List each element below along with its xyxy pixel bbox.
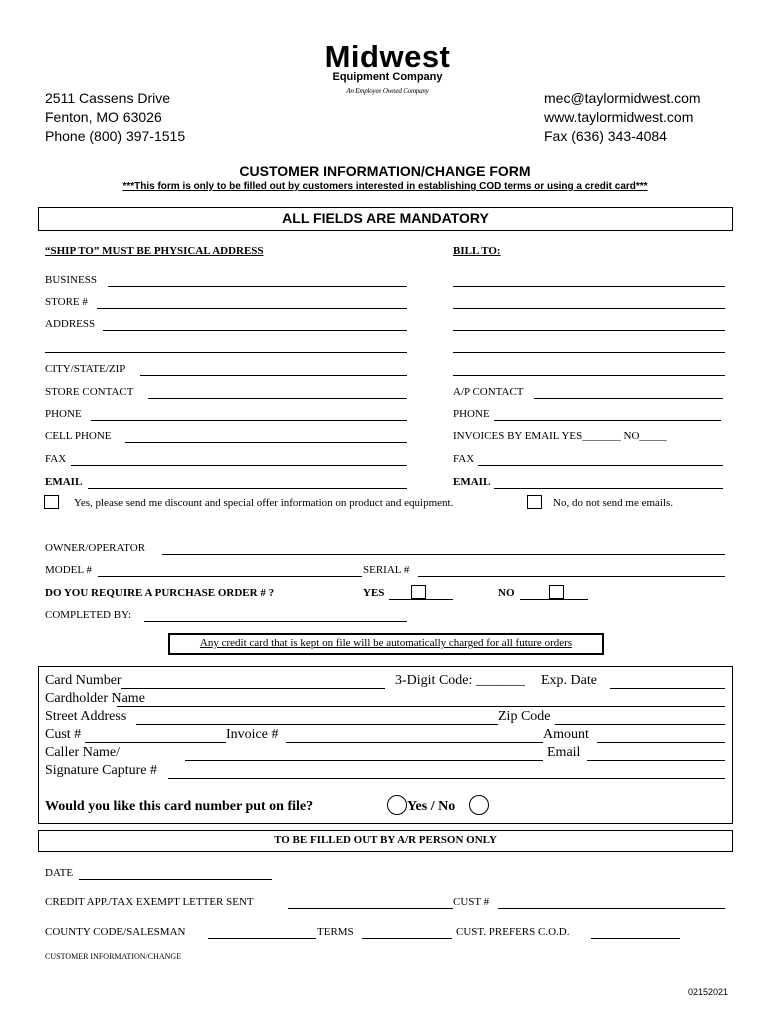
footer-form-name: CUSTOMER INFORMATION/CHANGE (45, 952, 182, 961)
ap-contact-label: A/P CONTACT (453, 386, 524, 398)
optin-yes-label: Yes, please send me discount and special offer information on product and equipment. (74, 497, 454, 509)
address-street: 2511 Cassens Drive (45, 90, 171, 106)
mandatory-text: ALL FIELDS ARE MANDATORY (282, 210, 489, 226)
logo-tagline: An Employee Owned Company (346, 87, 429, 95)
digit-code-field[interactable]: 3-Digit Code: _______ (395, 673, 525, 688)
address-field[interactable] (103, 330, 407, 331)
mandatory-banner (38, 207, 733, 231)
company-logo (310, 40, 465, 102)
credit-card-notice-text: Any credit card that is kept on file will be automatically charged for all future orders (199, 637, 573, 649)
phone-field[interactable] (91, 420, 407, 421)
email-field[interactable] (88, 488, 407, 489)
bill-to-address-field[interactable] (453, 330, 725, 331)
county-salesman-label: COUNTY CODE/SALESMAN (45, 926, 186, 938)
po-question: DO YOU REQUIRE A PURCHASE ORDER # ? (45, 587, 275, 599)
signature-capture-label: Signature Capture # (45, 763, 157, 778)
model-label: MODEL # (45, 564, 92, 576)
email-label: EMAIL (45, 476, 83, 488)
logo-subtitle: Equipment Company (332, 71, 443, 83)
bill-phone-label: PHONE (453, 408, 490, 420)
fax-field[interactable] (71, 465, 407, 466)
cardholder-name-label: Cardholder Name (45, 691, 145, 706)
footer-form-code: 02152021 (688, 987, 729, 997)
invoice-number-label: Invoice # (226, 727, 279, 742)
exp-date-field[interactable] (610, 688, 725, 689)
ship-to-heading: “SHIP TO” MUST BE PHYSICAL ADDRESS (45, 245, 264, 257)
owner-operator-label: OWNER/OPERATOR (45, 542, 146, 554)
cust-number-field[interactable] (85, 742, 226, 743)
bill-to-store-field[interactable] (453, 308, 725, 309)
signature-capture-field[interactable] (168, 778, 725, 779)
caller-name-label: Caller Name/ (45, 745, 121, 760)
store-number-field[interactable] (97, 308, 407, 309)
store-contact-label: STORE CONTACT (45, 386, 134, 398)
bill-fax-label: FAX (453, 453, 475, 465)
company-contact (544, 89, 701, 146)
street-address-field[interactable] (136, 724, 498, 725)
city-state-zip-field[interactable] (140, 375, 407, 376)
cell-phone-field[interactable] (125, 442, 407, 443)
logo-wordmark: Midwest (324, 39, 451, 74)
po-yes-line (389, 599, 453, 600)
exp-date-label: Exp. Date (541, 673, 597, 688)
fax-label: FAX (45, 453, 67, 465)
bill-to-city-field[interactable] (453, 375, 725, 376)
ap-contact-field[interactable] (534, 398, 723, 399)
cust-prefers-cod-field[interactable] (591, 938, 680, 939)
card-on-file-yes-radio[interactable] (387, 795, 407, 815)
card-email-field[interactable] (587, 760, 725, 761)
optin-no-checkbox[interactable] (527, 495, 542, 509)
model-field[interactable] (98, 576, 362, 577)
cust-number-label: Cust # (45, 727, 82, 742)
zip-code-label: Zip Code (498, 709, 551, 724)
credit-app-label: CREDIT APP./TAX EXEMPT LETTER SENT (45, 896, 254, 908)
card-on-file-question: Would you like this card number put on file? (45, 799, 314, 814)
form-title: CUSTOMER INFORMATION/CHANGE FORM (239, 163, 531, 179)
credit-app-field[interactable] (288, 908, 453, 909)
amount-label: Amount (543, 727, 589, 742)
store-number-label: STORE # (45, 296, 88, 308)
phone-label: PHONE (45, 408, 82, 420)
address-phone: Phone (800) 397-1515 (45, 128, 186, 144)
po-yes-checkbox[interactable] (411, 585, 426, 599)
address-field-line-2[interactable] (45, 352, 407, 353)
ar-cust-field[interactable] (498, 908, 725, 909)
street-address-label: Street Address (45, 709, 127, 724)
business-label: BUSINESS (45, 274, 97, 286)
terms-label: TERMS (317, 926, 354, 938)
terms-field[interactable] (362, 938, 452, 939)
contact-fax: Fax (636) 343-4084 (544, 128, 667, 144)
county-salesman-field[interactable] (208, 938, 316, 939)
bill-email-label: EMAIL (453, 476, 491, 488)
invoice-number-field[interactable] (286, 742, 543, 743)
ar-section-banner (38, 830, 733, 852)
completed-by-field[interactable] (144, 621, 407, 622)
optin-yes-checkbox[interactable] (44, 495, 59, 509)
address-city: Fenton, MO 63026 (45, 109, 162, 125)
card-number-label: Card Number (45, 673, 122, 688)
company-address (45, 89, 185, 146)
owner-operator-field[interactable] (162, 554, 725, 555)
bill-to-business-field[interactable] (453, 286, 725, 287)
amount-field[interactable] (597, 742, 725, 743)
address-label: ADDRESS (45, 318, 96, 330)
cardholder-name-field[interactable] (117, 706, 725, 707)
card-on-file-no-radio[interactable] (469, 795, 489, 815)
store-contact-field[interactable] (148, 398, 407, 399)
bill-phone-field[interactable] (494, 420, 721, 421)
caller-name-field[interactable] (185, 760, 543, 761)
ar-date-label: DATE (45, 867, 74, 879)
bill-email-field[interactable] (494, 488, 723, 489)
contact-website: www.taylormidwest.com (544, 109, 694, 125)
cell-phone-label: CELL PHONE (45, 430, 112, 442)
serial-label: SERIAL # (363, 564, 410, 576)
bill-to-address-field-2[interactable] (453, 352, 725, 353)
bill-to-heading: BILL TO: (453, 245, 501, 257)
card-email-label: Email (547, 745, 581, 760)
completed-by-label: COMPLETED BY: (45, 609, 132, 621)
po-no-label: NO (498, 587, 515, 599)
po-yes-label: YES (363, 587, 385, 599)
ar-date-field[interactable] (79, 879, 272, 880)
optin-no-label: No, do not send me emails. (553, 497, 674, 509)
credit-card-notice (168, 633, 604, 655)
city-state-zip-label: CITY/STATE/ZIP (45, 363, 126, 375)
bill-fax-field[interactable] (478, 465, 723, 466)
ar-section-heading: TO BE FILLED OUT BY A/R PERSON ONLY (274, 834, 497, 846)
card-number-field[interactable] (121, 688, 385, 689)
invoices-by-email[interactable]: INVOICES BY EMAIL YES_______ NO_____ (453, 430, 667, 442)
contact-email: mec@taylormidwest.com (544, 90, 701, 106)
form-subtitle: ***This form is only to be filled out by customers interested in establishing COD terms or using a credit card*** (122, 181, 648, 192)
ar-cust-label: CUST # (453, 896, 490, 908)
cust-prefers-cod-label: CUST. PREFERS C.O.D. (456, 926, 570, 938)
po-no-checkbox[interactable] (549, 585, 564, 599)
po-no-line (520, 599, 588, 600)
business-field[interactable] (108, 286, 407, 287)
card-on-file-yes-no: Yes / No (407, 799, 456, 814)
zip-code-field[interactable] (555, 724, 725, 725)
serial-field[interactable] (418, 576, 725, 577)
